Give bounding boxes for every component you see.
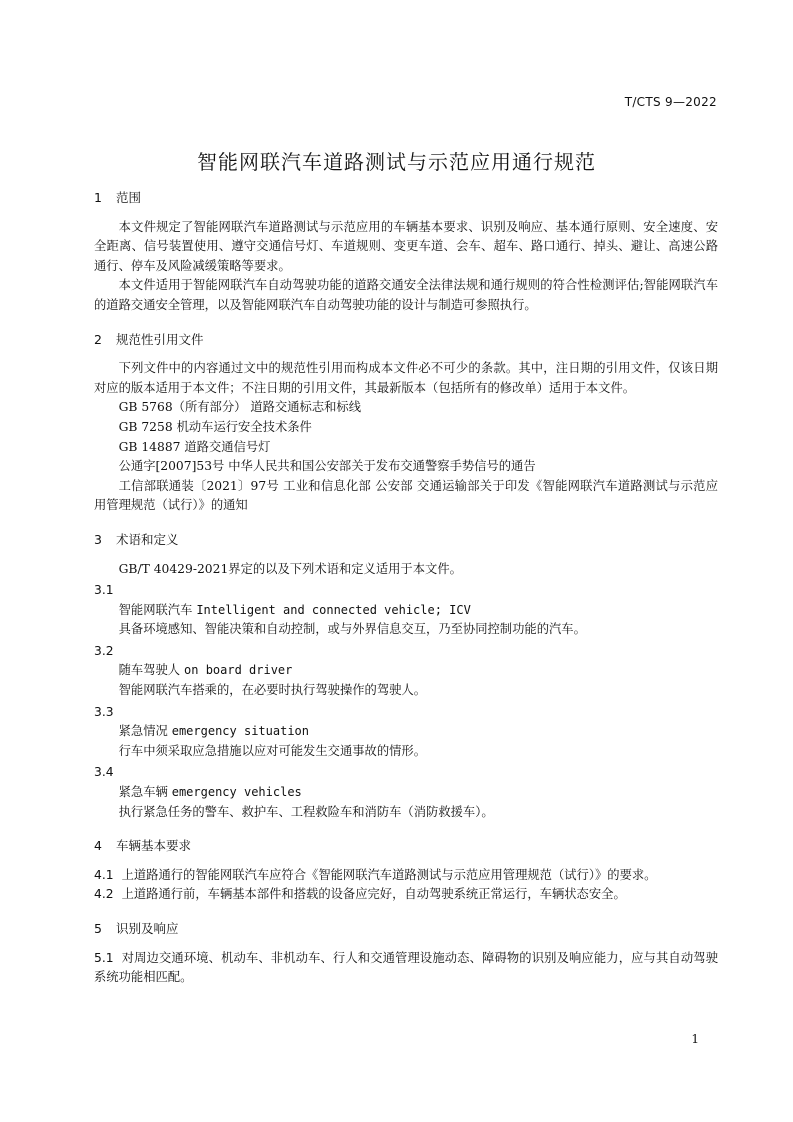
term-entry bbox=[94, 763, 718, 822]
term-cn: 紧急车辆 bbox=[118, 785, 168, 800]
reference-item: GB 7258 机动车运行安全技术条件 bbox=[118, 419, 312, 434]
term-definition: 具备环境感知、智能决策和自动控制，或与外界信息交互，乃至协同控制功能的汽车。 bbox=[118, 622, 586, 637]
section-number: 5 bbox=[94, 921, 102, 936]
clause-4-1 bbox=[94, 866, 718, 886]
document-body bbox=[94, 188, 718, 988]
clause-number: 4.1 bbox=[94, 867, 114, 882]
term-number: 3.3 bbox=[94, 704, 114, 719]
term-cn: 随车驾驶人 bbox=[118, 663, 181, 678]
clause-text: 对周边交通环境、机动车、非机动车、行人和交通管理设施动态、障碍物的识别及响应能力，应与其自动驾驶系统功能相匹配。 bbox=[94, 950, 718, 985]
term-entry bbox=[94, 581, 718, 640]
reference-item: 公通字[2007]53号 中华人民共和国公安部关于发布交通警察手势信号的通告 bbox=[118, 459, 536, 474]
clause-text: 上道路通行的智能网联汽车应符合《智能网联汽车道路测试与示范应用管理规范（试行）》的要求。 bbox=[121, 867, 657, 882]
term-name bbox=[94, 722, 718, 742]
section-title: 规范性引用文件 bbox=[116, 331, 204, 347]
section-number: 1 bbox=[94, 190, 102, 205]
section-1-paragraph-2: 本文件适用于智能网联汽车自动驾驶功能的道路交通安全法律法规和通行规则的符合性检测评估;智能网联汽车的道路交通安全管理，以及智能网联汽车自动驾驶功能的设计与制造可参照执行。 bbox=[94, 278, 718, 312]
section-1-heading bbox=[94, 188, 718, 208]
section-2-intro: 下列文件中的内容通过文中的规范性引用而构成本文件必不可少的条款。其中，注日期的引用文件，仅该日期对应的版本适用于本文件；不注日期的引用文件，其最新版本（包括所有的修改单）适用于本文件。 bbox=[94, 361, 718, 395]
reference-item-long: 工信部联通装〔2021〕97号 工业和信息化部 公安部 交通运输部关于印发《智能网联汽车道路测试与示范应用管理规范（试行）》的通知 bbox=[94, 478, 718, 513]
term-name bbox=[94, 783, 718, 803]
term-definition: 智能网联汽车搭乘的，在必要时执行驾驶操作的驾驶人。 bbox=[118, 683, 427, 698]
section-2-heading bbox=[94, 330, 718, 350]
term-en: on board driver bbox=[184, 663, 293, 678]
term-name bbox=[94, 661, 718, 681]
term-number: 3.1 bbox=[94, 583, 114, 598]
section-title: 车辆基本要求 bbox=[116, 838, 192, 854]
section-number: 2 bbox=[94, 331, 102, 347]
term-definition: 执行紧急任务的警车、救护车、工程救险车和消防车（消防救援车）。 bbox=[118, 804, 494, 819]
term-en: emergency vehicles bbox=[171, 785, 302, 800]
section-number: 3 bbox=[94, 531, 102, 547]
term-cn: 紧急情况 bbox=[118, 724, 168, 739]
term-en: emergency situation bbox=[171, 724, 309, 739]
term-entry bbox=[94, 703, 718, 762]
section-5-heading bbox=[94, 919, 718, 939]
page-number: 1 bbox=[691, 1032, 699, 1046]
clause-text: 上道路通行前，车辆基本部件和搭载的设备应完好，自动驾驶系统正常运行，车辆状态安全。 bbox=[121, 887, 626, 902]
reference-item: GB 5768（所有部分） 道路交通标志和标线 bbox=[118, 400, 362, 415]
section-3-heading bbox=[94, 530, 718, 550]
section-title: 术语和定义 bbox=[116, 531, 179, 547]
section-number: 4 bbox=[94, 838, 102, 854]
clause-4-2 bbox=[94, 885, 718, 905]
standard-code: T/CTS 9—2022 bbox=[624, 95, 717, 109]
section-1-paragraph-1: 本文件规定了智能网联汽车道路测试与示范应用的车辆基本要求、识别及响应、基本通行原则、安全速度、安全距离、信号装置使用、遵守交通信号灯、车道规则、变更车道、会车、超车、路口通行、掉头、避让、高速公路通行、停车及风险减缓策略等要求。 bbox=[94, 219, 718, 273]
section-title: 识别及响应 bbox=[116, 921, 179, 936]
term-en: Intelligent and connected vehicle; ICV bbox=[196, 602, 471, 617]
term-definition: 行车中须采取应急措施以应对可能发生交通事故的情形。 bbox=[118, 743, 427, 758]
section-4-heading bbox=[94, 836, 718, 856]
term-cn: 智能网联汽车 bbox=[118, 602, 193, 617]
clause-number: 5.1 bbox=[94, 950, 114, 965]
clause-5-1 bbox=[94, 949, 718, 988]
term-number: 3.2 bbox=[94, 643, 114, 658]
section-3-intro: GB/T 40429-2021界定的以及下列术语和定义适用于本文件。 bbox=[118, 561, 462, 576]
term-entry bbox=[94, 642, 718, 701]
section-title: 范围 bbox=[116, 190, 142, 205]
term-number: 3.4 bbox=[94, 765, 114, 780]
clause-number: 4.2 bbox=[94, 887, 114, 902]
document-title: 智能网联汽车道路测试与示范应用通行规范 bbox=[197, 150, 596, 174]
term-name bbox=[94, 601, 718, 621]
reference-item: GB 14887 道路交通信号灯 bbox=[118, 439, 271, 454]
